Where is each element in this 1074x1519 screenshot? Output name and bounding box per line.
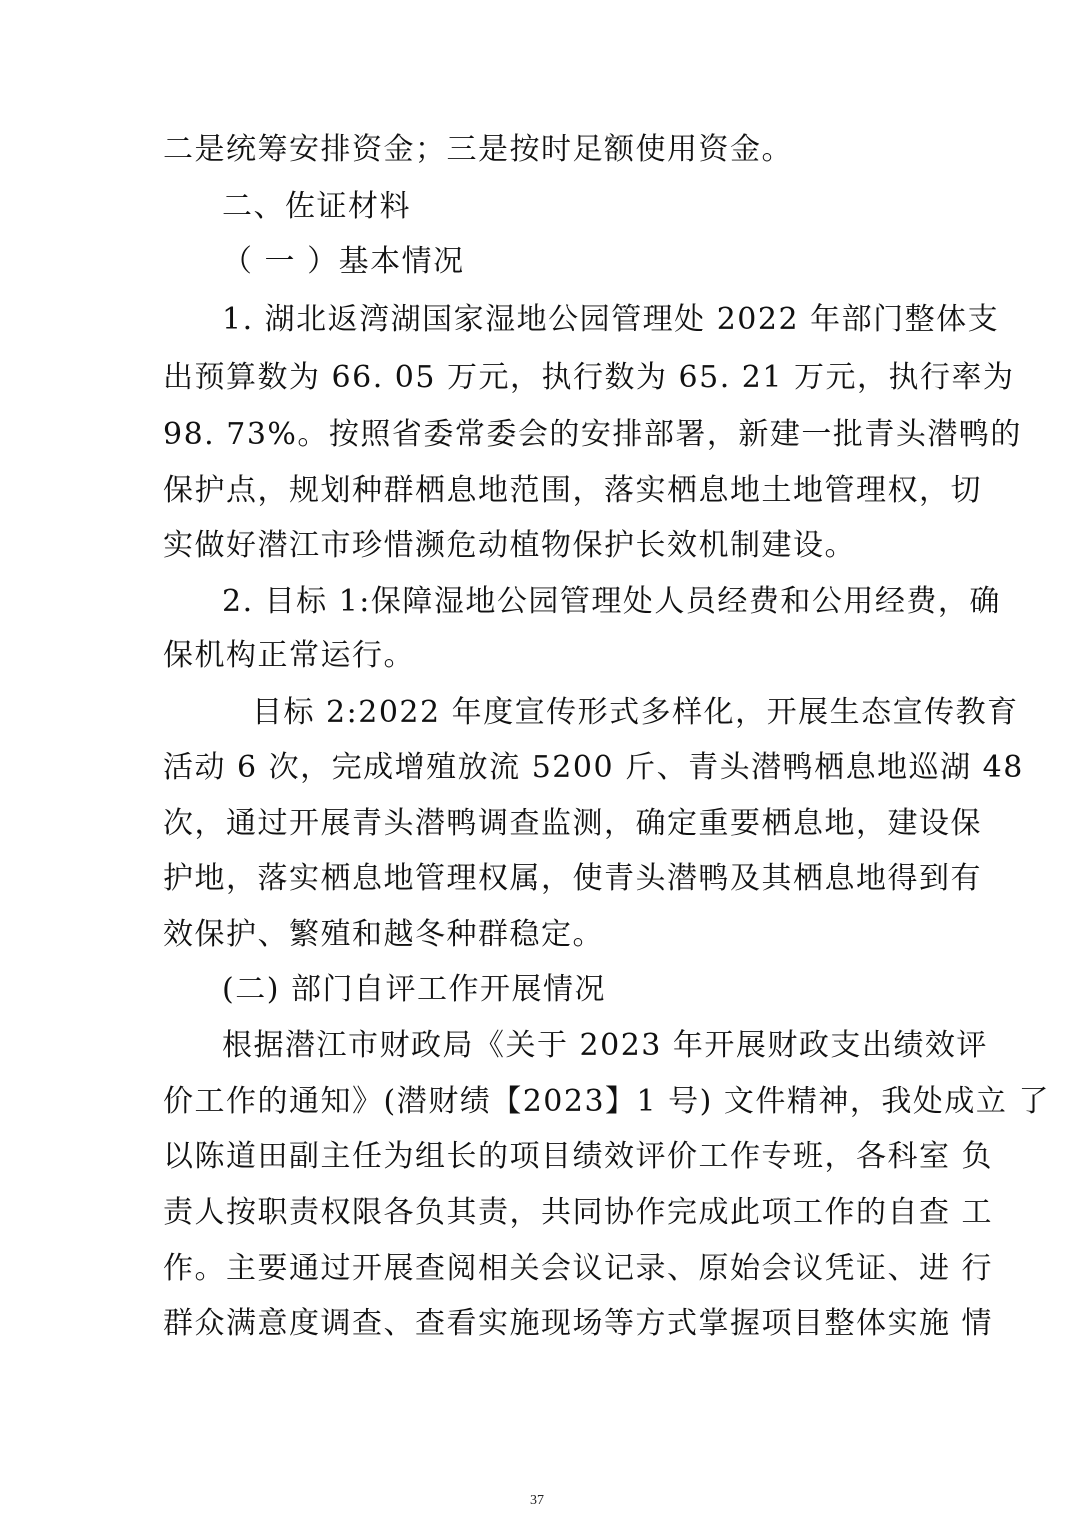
text-line-6: 98. 73%。按照省委常委会的安排部署，新建一批青头潜鸭的 — [163, 417, 1022, 452]
text-line-17: 根据潜江市财政局《关于 2023 年开展财政支出绩效评 — [222, 1028, 988, 1063]
text-line-14: 护地，落实栖息地管理权属，使青头潜鸭及其栖息地得到有 — [163, 861, 982, 896]
text-line-20: 责人按职责权限各负其责，共同协作完成此项工作的自查 工 — [163, 1195, 994, 1230]
text-line-11: 目标 2:2022 年度宣传形式多样化，开展生态宣传教育 — [252, 695, 1019, 730]
text-line-7: 保护点，规划种群栖息地范围，落实栖息地土地管理权，切 — [163, 473, 982, 508]
text-line-13: 次，通过开展青头潜鸭调查监测，确定重要栖息地，建设保 — [163, 806, 982, 841]
text-line-4: 1. 湖北返湾湖国家湿地公园管理处 2022 年部门整体支 — [222, 302, 1000, 337]
subsection-heading-basic: （ 一 ）基本情况 — [222, 244, 465, 279]
text-line-18: 价工作的通知》(潜财绩【2023】1 号) 文件精神，我处成立 了 — [163, 1084, 1050, 1119]
text-line-5: 出预算数为 66. 05 万元，执行数为 65. 21 万元，执行率为 — [163, 360, 1015, 395]
text-line-8: 实做好潜江市珍惜濒危动植物保护长效机制建设。 — [163, 528, 856, 563]
section-heading-evidence: 二、佐证材料 — [222, 189, 411, 224]
text-line-9: 2. 目标 1:保障湿地公园管理处人员经费和公用经费，确 — [222, 584, 1001, 619]
text-line-10: 保机构正常运行。 — [163, 638, 415, 673]
page-number: 37 — [530, 1493, 544, 1508]
text-line-12: 活动 6 次，完成增殖放流 5200 斤、青头潜鸭栖息地巡湖 48 — [163, 750, 1024, 785]
text-line-22: 群众满意度调查、查看实施现场等方式掌握项目整体实施 情 — [163, 1306, 994, 1341]
text-line-1: 二是统筹安排资金；三是按时足额使用资金。 — [163, 132, 793, 167]
text-line-15: 效保护、繁殖和越冬种群稳定。 — [163, 917, 604, 952]
text-line-19: 以陈道田副主任为组长的项目绩效评价工作专班，各科室 负 — [163, 1139, 994, 1174]
subsection-heading-self-evaluation: (二) 部门自评工作开展情况 — [222, 972, 606, 1007]
text-line-21: 作。主要通过开展查阅相关会议记录、原始会议凭证、进 行 — [163, 1251, 994, 1286]
